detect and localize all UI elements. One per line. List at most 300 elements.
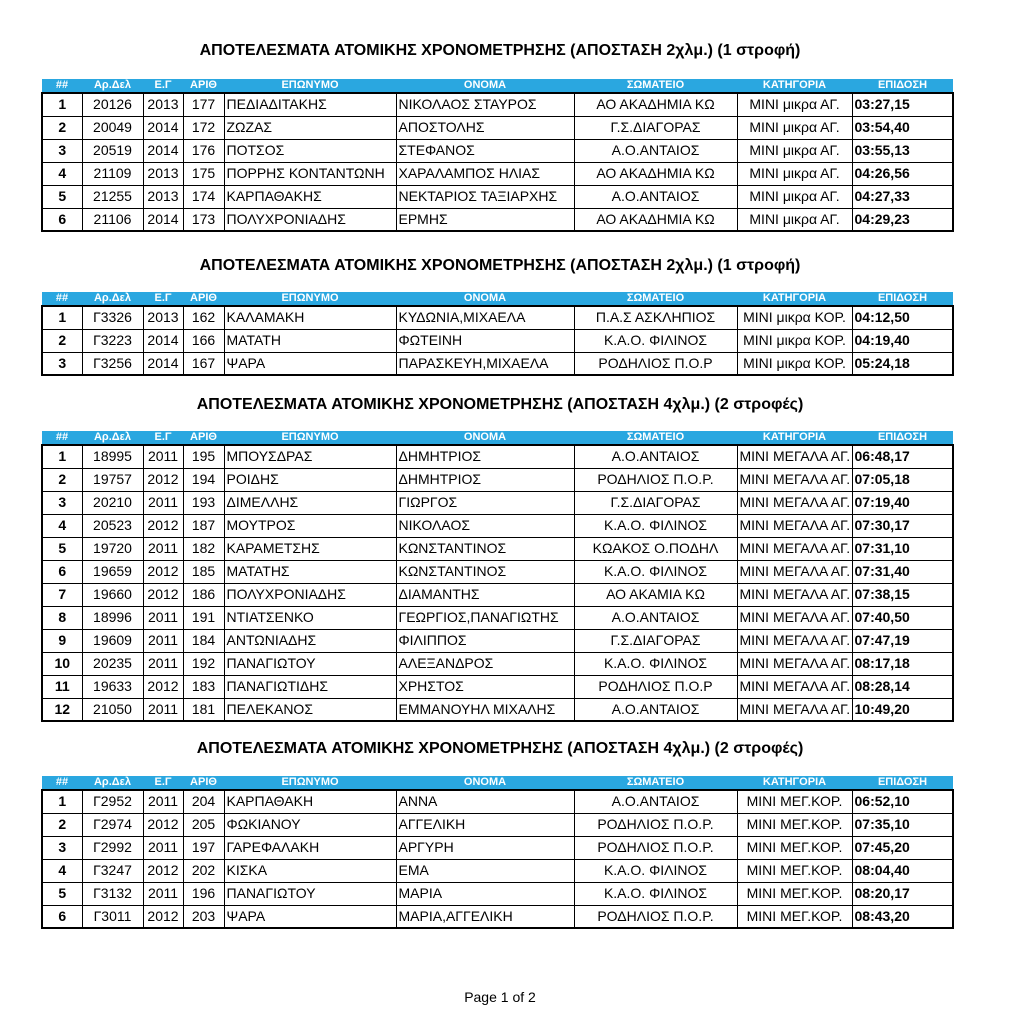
header-first-name: ΟΝΟΜΑ <box>396 776 574 790</box>
bib-number-cell: 167 <box>183 352 224 375</box>
surname-cell: ΚΑΛΑΜΑΚΗ <box>224 306 396 329</box>
rank-cell: 7 <box>42 583 82 606</box>
header-birth-year: Ε.Γ <box>143 776 183 790</box>
bib-number-cell: 197 <box>183 836 224 859</box>
rank-cell: 2 <box>42 468 82 491</box>
birth-year-cell: 2012 <box>143 468 183 491</box>
rank-cell: 8 <box>42 606 82 629</box>
surname-cell: ΠΟΛΥΧΡΟΝΙΑΔΗΣ <box>224 208 396 231</box>
category-cell: ΜΙΝΙ μικρα ΚΟΡ. <box>737 352 852 375</box>
time-cell: 07:19,40 <box>852 491 953 514</box>
results-table <box>41 79 954 232</box>
category-cell: ΜΙΝΙ μικρα ΑΓ. <box>737 185 852 208</box>
bib-number-cell: 172 <box>183 116 224 139</box>
time-cell: 07:30,17 <box>852 514 953 537</box>
club-cell: ΚΩΑΚΟΣ Ο.ΠΟΔΗΛ <box>574 537 737 560</box>
page-number: Page 1 of 2 <box>464 989 536 1005</box>
rank-cell: 5 <box>42 185 82 208</box>
first-name-cell: ΔΗΜΗΤΡΙΟΣ <box>396 445 574 468</box>
surname-cell: ΜΑΤΑΤΗΣ <box>224 560 396 583</box>
results-table <box>41 776 954 929</box>
header-club: ΣΩΜΑΤΕΙΟ <box>574 431 737 445</box>
delt-number-cell: 20235 <box>82 652 143 675</box>
header-surname: ΕΠΩΝΥΜΟ <box>224 431 396 445</box>
surname-cell: ΠΑΝΑΓΙΩΤΙΔΗΣ <box>224 675 396 698</box>
table-row <box>42 352 953 375</box>
surname-cell: ΑΝΤΩΝΙΑΔΗΣ <box>224 629 396 652</box>
header-bib-number: ΑΡΙΘ <box>183 292 224 306</box>
category-cell: ΜΙΝΙ ΜΕΓΑΛΑ ΑΓ. <box>737 445 852 468</box>
table-row <box>42 491 953 514</box>
birth-year-cell: 2011 <box>143 698 183 721</box>
rank-cell: 2 <box>42 813 82 836</box>
time-cell: 08:20,17 <box>852 882 953 905</box>
delt-number-cell: Γ3247 <box>82 859 143 882</box>
delt-number-cell: 20049 <box>82 116 143 139</box>
header-club: ΣΩΜΑΤΕΙΟ <box>574 79 737 93</box>
birth-year-cell: 2012 <box>143 583 183 606</box>
time-cell: 07:05,18 <box>852 468 953 491</box>
bib-number-cell: 166 <box>183 329 224 352</box>
delt-number-cell: Γ2952 <box>82 790 143 813</box>
time-cell: 04:27,33 <box>852 185 953 208</box>
rank-cell: 3 <box>42 491 82 514</box>
category-cell: ΜΙΝΙ ΜΕΓΑΛΑ ΑΓ. <box>737 491 852 514</box>
surname-cell: ΦΩΚΙΑΝΟΥ <box>224 813 396 836</box>
header-time: ΕΠΙΔΟΣΗ <box>852 776 953 790</box>
time-cell: 05:24,18 <box>852 352 953 375</box>
header-rank: ## <box>42 431 82 445</box>
club-cell: ΡΟΔΗΛΙΟΣ Π.Ο.Ρ. <box>574 905 737 928</box>
first-name-cell: ΦΩΤΕΙΝΗ <box>396 329 574 352</box>
club-cell: Π.Α.Σ ΑΣΚΛΗΠΙΟΣ <box>574 306 737 329</box>
first-name-cell: ΕΜΑ <box>396 859 574 882</box>
header-first-name: ΟΝΟΜΑ <box>396 292 574 306</box>
first-name-cell: ΧΑΡΑΛΑΜΠΟΣ ΗΛΙΑΣ <box>396 162 574 185</box>
category-cell: ΜΙΝΙ ΜΕΓ.ΚΟΡ. <box>737 836 852 859</box>
delt-number-cell: 20210 <box>82 491 143 514</box>
delt-number-cell: 21106 <box>82 208 143 231</box>
rank-cell: 12 <box>42 698 82 721</box>
table-row <box>42 329 953 352</box>
delt-number-cell: 19659 <box>82 560 143 583</box>
club-cell: Κ.Α.Ο. ΦΙΛΙΝΟΣ <box>574 514 737 537</box>
results-table <box>41 292 954 376</box>
delt-number-cell: Γ3256 <box>82 352 143 375</box>
category-cell: ΜΙΝΙ ΜΕΓΑΛΑ ΑΓ. <box>737 652 852 675</box>
surname-cell: ΝΤΙΑΤΣΕΝΚΟ <box>224 606 396 629</box>
club-cell: Γ.Σ.ΔΙΑΓΟΡΑΣ <box>574 491 737 514</box>
surname-cell: ΠΟΡΡΗΣ ΚΟΝΤΑΝΤΩΝΗ <box>224 162 396 185</box>
header-category: ΚΑΤΗΓΟΡΙΑ <box>737 431 852 445</box>
table-header-row <box>42 292 953 306</box>
surname-cell: ΡΟΙΔΗΣ <box>224 468 396 491</box>
table-row <box>42 629 953 652</box>
surname-cell: ΠΟΛΥΧΡΟΝΙΑΔΗΣ <box>224 583 396 606</box>
time-cell: 10:49,20 <box>852 698 953 721</box>
category-cell: ΜΙΝΙ ΜΕΓΑΛΑ ΑΓ. <box>737 560 852 583</box>
header-time: ΕΠΙΔΟΣΗ <box>852 292 953 306</box>
header-club: ΣΩΜΑΤΕΙΟ <box>574 776 737 790</box>
table-row <box>42 514 953 537</box>
birth-year-cell: 2012 <box>143 905 183 928</box>
time-cell: 03:55,13 <box>852 139 953 162</box>
surname-cell: ΜΟΥΤΡΟΣ <box>224 514 396 537</box>
first-name-cell: ΑΝΝΑ <box>396 790 574 813</box>
table-row <box>42 537 953 560</box>
category-cell: ΜΙΝΙ ΜΕΓΑΛΑ ΑΓ. <box>737 468 852 491</box>
first-name-cell: ΕΜΜΑΝΟΥΗΛ ΜΙΧΑΛΗΣ <box>396 698 574 721</box>
birth-year-cell: 2012 <box>143 675 183 698</box>
header-bib-number: ΑΡΙΘ <box>183 776 224 790</box>
category-cell: ΜΙΝΙ ΜΕΓ.ΚΟΡ. <box>737 813 852 836</box>
club-cell: Κ.Α.Ο. ΦΙΛΙΝΟΣ <box>574 329 737 352</box>
delt-number-cell: 19609 <box>82 629 143 652</box>
category-cell: ΜΙΝΙ ΜΕΓ.ΚΟΡ. <box>737 790 852 813</box>
rank-cell: 3 <box>42 139 82 162</box>
first-name-cell: ΦΙΛΙΠΠΟΣ <box>396 629 574 652</box>
table-header-row <box>42 431 953 445</box>
first-name-cell: ΝΙΚΟΛΑΟΣ <box>396 514 574 537</box>
rank-cell: 6 <box>42 905 82 928</box>
rank-cell: 6 <box>42 208 82 231</box>
table-row <box>42 306 953 329</box>
surname-cell: ΚΑΡΠΑΘΑΚΗ <box>224 790 396 813</box>
rank-cell: 5 <box>42 537 82 560</box>
table-row <box>42 583 953 606</box>
delt-number-cell: 18995 <box>82 445 143 468</box>
table-row <box>42 813 953 836</box>
header-category: ΚΑΤΗΓΟΡΙΑ <box>737 776 852 790</box>
bib-number-cell: 192 <box>183 652 224 675</box>
surname-cell: ΔΙΜΕΛΛΗΣ <box>224 491 396 514</box>
time-cell: 07:35,10 <box>852 813 953 836</box>
first-name-cell: ΣΤΕΦΑΝΟΣ <box>396 139 574 162</box>
section-title: ΑΠΟΤΕΛΕΣΜΑΤΑ ΑΤΟΜΙΚΗΣ ΧΡΟΝΟΜΕΤΡΗΣΗΣ (ΑΠΟΣΤΑΣΗ 4χλμ.) (2 στροφές) <box>196 740 804 757</box>
birth-year-cell: 2011 <box>143 652 183 675</box>
bib-number-cell: 191 <box>183 606 224 629</box>
club-cell: ΡΟΔΗΛΙΟΣ Π.Ο.Ρ. <box>574 468 737 491</box>
birth-year-cell: 2011 <box>143 445 183 468</box>
rank-cell: 11 <box>42 675 82 698</box>
bib-number-cell: 184 <box>183 629 224 652</box>
first-name-cell: ΧΡΗΣΤΟΣ <box>396 675 574 698</box>
section-title: ΑΠΟΤΕΛΕΣΜΑΤΑ ΑΤΟΜΙΚΗΣ ΧΡΟΝΟΜΕΤΡΗΣΗΣ (ΑΠΟΣΤΑΣΗ 2χλμ.) (1 στροφή) <box>199 257 801 274</box>
table-row <box>42 790 953 813</box>
rank-cell: 1 <box>42 445 82 468</box>
surname-cell: ΨΑΡΑ <box>224 352 396 375</box>
first-name-cell: ΚΩΝΣΤΑΝΤΙΝΟΣ <box>396 560 574 583</box>
bib-number-cell: 185 <box>183 560 224 583</box>
delt-number-cell: 20523 <box>82 514 143 537</box>
rank-cell: 4 <box>42 514 82 537</box>
birth-year-cell: 2011 <box>143 629 183 652</box>
surname-cell: ΠΕΛΕΚΑΝΟΣ <box>224 698 396 721</box>
rank-cell: 10 <box>42 652 82 675</box>
surname-cell: ΠΕΔΙΑΔΙΤΑΚΗΣ <box>224 93 396 116</box>
first-name-cell: ΑΠΟΣΤΟΛΗΣ <box>396 116 574 139</box>
table-row <box>42 116 953 139</box>
section-title: ΑΠΟΤΕΛΕΣΜΑΤΑ ΑΤΟΜΙΚΗΣ ΧΡΟΝΟΜΕΤΡΗΣΗΣ (ΑΠΟΣΤΑΣΗ 4χλμ.) (2 στροφές) <box>196 396 804 413</box>
time-cell: 06:52,10 <box>852 790 953 813</box>
surname-cell: ΚΑΡΠΑΘΑΚΗΣ <box>224 185 396 208</box>
table-row <box>42 468 953 491</box>
time-cell: 03:27,15 <box>852 93 953 116</box>
first-name-cell: ΝΙΚΟΛΑΟΣ ΣΤΑΥΡΟΣ <box>396 93 574 116</box>
header-surname: ΕΠΩΝΥΜΟ <box>224 292 396 306</box>
table-row <box>42 606 953 629</box>
club-cell: ΑΟ ΑΚΑΔΗΜΙΑ ΚΩ <box>574 162 737 185</box>
first-name-cell: ΔΗΜΗΤΡΙΟΣ <box>396 468 574 491</box>
club-cell: ΑΟ ΑΚΑΜΙΑ ΚΩ <box>574 583 737 606</box>
rank-cell: 3 <box>42 836 82 859</box>
club-cell: Α.Ο.ΑΝΤΑΙΟΣ <box>574 185 737 208</box>
bib-number-cell: 175 <box>183 162 224 185</box>
category-cell: ΜΙΝΙ ΜΕΓΑΛΑ ΑΓ. <box>737 698 852 721</box>
category-cell: ΜΙΝΙ μικρα ΚΟΡ. <box>737 306 852 329</box>
club-cell: Κ.Α.Ο. ΦΙΛΙΝΟΣ <box>574 560 737 583</box>
table-row <box>42 836 953 859</box>
club-cell: ΡΟΔΗΛΙΟΣ Π.Ο.Ρ <box>574 675 737 698</box>
header-surname: ΕΠΩΝΥΜΟ <box>224 776 396 790</box>
time-cell: 04:26,56 <box>852 162 953 185</box>
rank-cell: 4 <box>42 162 82 185</box>
time-cell: 07:47,19 <box>852 629 953 652</box>
category-cell: ΜΙΝΙ μικρα ΑΓ. <box>737 93 852 116</box>
birth-year-cell: 2013 <box>143 93 183 116</box>
birth-year-cell: 2014 <box>143 329 183 352</box>
birth-year-cell: 2012 <box>143 514 183 537</box>
time-cell: 06:48,17 <box>852 445 953 468</box>
club-cell: Κ.Α.Ο. ΦΙΛΙΝΟΣ <box>574 859 737 882</box>
bib-number-cell: 174 <box>183 185 224 208</box>
club-cell: Α.Ο.ΑΝΤΑΙΟΣ <box>574 698 737 721</box>
time-cell: 08:04,40 <box>852 859 953 882</box>
bib-number-cell: 186 <box>183 583 224 606</box>
header-time: ΕΠΙΔΟΣΗ <box>852 79 953 93</box>
table-row <box>42 162 953 185</box>
bib-number-cell: 203 <box>183 905 224 928</box>
birth-year-cell: 2012 <box>143 859 183 882</box>
category-cell: ΜΙΝΙ μικρα ΑΓ. <box>737 162 852 185</box>
header-delt-number: Αρ.Δελ <box>82 431 143 445</box>
results-table <box>41 431 954 722</box>
category-cell: ΜΙΝΙ ΜΕΓΑΛΑ ΑΓ. <box>737 537 852 560</box>
delt-number-cell: Γ2974 <box>82 813 143 836</box>
rank-cell: 9 <box>42 629 82 652</box>
club-cell: Α.Ο.ΑΝΤΑΙΟΣ <box>574 606 737 629</box>
time-cell: 07:31,40 <box>852 560 953 583</box>
club-cell: Κ.Α.Ο. ΦΙΛΙΝΟΣ <box>574 652 737 675</box>
birth-year-cell: 2011 <box>143 606 183 629</box>
header-time: ΕΠΙΔΟΣΗ <box>852 431 953 445</box>
table-row <box>42 859 953 882</box>
header-rank: ## <box>42 292 82 306</box>
bib-number-cell: 195 <box>183 445 224 468</box>
bib-number-cell: 176 <box>183 139 224 162</box>
birth-year-cell: 2011 <box>143 836 183 859</box>
surname-cell: ΜΑΤΑΤΗ <box>224 329 396 352</box>
first-name-cell: ΚΩΝΣΤΑΝΤΙΝΟΣ <box>396 537 574 560</box>
category-cell: ΜΙΝΙ ΜΕΓΑΛΑ ΑΓ. <box>737 606 852 629</box>
rank-cell: 3 <box>42 352 82 375</box>
time-cell: 04:12,50 <box>852 306 953 329</box>
time-cell: 07:38,15 <box>852 583 953 606</box>
club-cell: ΡΟΔΗΛΙΟΣ Π.Ο.Ρ. <box>574 813 737 836</box>
header-delt-number: Αρ.Δελ <box>82 776 143 790</box>
bib-number-cell: 204 <box>183 790 224 813</box>
time-cell: 04:19,40 <box>852 329 953 352</box>
category-cell: ΜΙΝΙ ΜΕΓΑΛΑ ΑΓ. <box>737 675 852 698</box>
delt-number-cell: Γ3011 <box>82 905 143 928</box>
category-cell: ΜΙΝΙ ΜΕΓΑΛΑ ΑΓ. <box>737 629 852 652</box>
header-rank: ## <box>42 776 82 790</box>
bib-number-cell: 202 <box>183 859 224 882</box>
birth-year-cell: 2014 <box>143 116 183 139</box>
delt-number-cell: 20519 <box>82 139 143 162</box>
first-name-cell: ΓΕΩΡΓΙΟΣ,ΠΑΝΑΓΙΩΤΗΣ <box>396 606 574 629</box>
time-cell: 08:43,20 <box>852 905 953 928</box>
table-row <box>42 905 953 928</box>
table-row <box>42 698 953 721</box>
rank-cell: 6 <box>42 560 82 583</box>
surname-cell: ΖΩΖΑΣ <box>224 116 396 139</box>
rank-cell: 1 <box>42 790 82 813</box>
delt-number-cell: 18996 <box>82 606 143 629</box>
bib-number-cell: 177 <box>183 93 224 116</box>
bib-number-cell: 162 <box>183 306 224 329</box>
table-header-row <box>42 79 953 93</box>
header-first-name: ΟΝΟΜΑ <box>396 79 574 93</box>
time-cell: 07:45,20 <box>852 836 953 859</box>
bib-number-cell: 196 <box>183 882 224 905</box>
first-name-cell: ΜΑΡΙΑ,ΑΓΓΕΛΙΚΗ <box>396 905 574 928</box>
first-name-cell: ΑΛΕΞΑΝΔΡΟΣ <box>396 652 574 675</box>
birth-year-cell: 2013 <box>143 185 183 208</box>
delt-number-cell: 19633 <box>82 675 143 698</box>
category-cell: ΜΙΝΙ ΜΕΓΑΛΑ ΑΓ. <box>737 583 852 606</box>
first-name-cell: ΓΙΩΡΓΟΣ <box>396 491 574 514</box>
header-club: ΣΩΜΑΤΕΙΟ <box>574 292 737 306</box>
header-first-name: ΟΝΟΜΑ <box>396 431 574 445</box>
birth-year-cell: 2014 <box>143 352 183 375</box>
table-row <box>42 139 953 162</box>
delt-number-cell: Γ3223 <box>82 329 143 352</box>
first-name-cell: ΕΡΜΗΣ <box>396 208 574 231</box>
time-cell: 08:28,14 <box>852 675 953 698</box>
category-cell: ΜΙΝΙ μικρα ΑΓ. <box>737 139 852 162</box>
header-surname: ΕΠΩΝΥΜΟ <box>224 79 396 93</box>
first-name-cell: ΑΓΓΕΛΙΚΗ <box>396 813 574 836</box>
birth-year-cell: 2011 <box>143 790 183 813</box>
surname-cell: ΠΑΝΑΓΙΩΤΟΥ <box>224 882 396 905</box>
category-cell: ΜΙΝΙ μικρα ΚΟΡ. <box>737 329 852 352</box>
header-rank: ## <box>42 79 82 93</box>
rank-cell: 4 <box>42 859 82 882</box>
table-row <box>42 652 953 675</box>
delt-number-cell: Γ3132 <box>82 882 143 905</box>
category-cell: ΜΙΝΙ ΜΕΓΑΛΑ ΑΓ. <box>737 514 852 537</box>
delt-number-cell: Γ3326 <box>82 306 143 329</box>
delt-number-cell: 21050 <box>82 698 143 721</box>
surname-cell: ΜΠΟΥΣΔΡΑΣ <box>224 445 396 468</box>
rank-cell: 1 <box>42 306 82 329</box>
club-cell: Α.Ο.ΑΝΤΑΙΟΣ <box>574 139 737 162</box>
delt-number-cell: Γ2992 <box>82 836 143 859</box>
table-row <box>42 675 953 698</box>
table-row <box>42 185 953 208</box>
time-cell: 04:29,23 <box>852 208 953 231</box>
birth-year-cell: 2013 <box>143 162 183 185</box>
bib-number-cell: 187 <box>183 514 224 537</box>
club-cell: Γ.Σ.ΔΙΑΓΟΡΑΣ <box>574 116 737 139</box>
surname-cell: ΚΙΣΚΑ <box>224 859 396 882</box>
time-cell: 03:54,40 <box>852 116 953 139</box>
section-title: ΑΠΟΤΕΛΕΣΜΑΤΑ ΑΤΟΜΙΚΗΣ ΧΡΟΝΟΜΕΤΡΗΣΗΣ (ΑΠΟΣΤΑΣΗ 2χλμ.) (1 στροφή) <box>199 42 801 59</box>
first-name-cell: ΔΙΑΜΑΝΤΗΣ <box>396 583 574 606</box>
birth-year-cell: 2012 <box>143 560 183 583</box>
header-category: ΚΑΤΗΓΟΡΙΑ <box>737 79 852 93</box>
birth-year-cell: 2011 <box>143 882 183 905</box>
header-birth-year: Ε.Γ <box>143 79 183 93</box>
first-name-cell: ΑΡΓΥΡΗ <box>396 836 574 859</box>
header-birth-year: Ε.Γ <box>143 292 183 306</box>
header-delt-number: Αρ.Δελ <box>82 292 143 306</box>
birth-year-cell: 2014 <box>143 139 183 162</box>
rank-cell: 2 <box>42 329 82 352</box>
surname-cell: ΓΑΡΕΦΑΛΑΚΗ <box>224 836 396 859</box>
surname-cell: ΚΑΡΑΜΕΤΣΗΣ <box>224 537 396 560</box>
table-row <box>42 93 953 116</box>
table-row <box>42 445 953 468</box>
club-cell: Α.Ο.ΑΝΤΑΙΟΣ <box>574 445 737 468</box>
category-cell: ΜΙΝΙ μικρα ΑΓ. <box>737 208 852 231</box>
birth-year-cell: 2011 <box>143 537 183 560</box>
table-row <box>42 560 953 583</box>
birth-year-cell: 2012 <box>143 813 183 836</box>
bib-number-cell: 194 <box>183 468 224 491</box>
club-cell: Κ.Α.Ο. ΦΙΛΙΝΟΣ <box>574 882 737 905</box>
birth-year-cell: 2014 <box>143 208 183 231</box>
first-name-cell: ΝΕΚΤΑΡΙΟΣ ΤΑΞΙΑΡΧΗΣ <box>396 185 574 208</box>
club-cell: ΑΟ ΑΚΑΔΗΜΙΑ ΚΩ <box>574 208 737 231</box>
header-bib-number: ΑΡΙΘ <box>183 431 224 445</box>
category-cell: ΜΙΝΙ ΜΕΓ.ΚΟΡ. <box>737 882 852 905</box>
bib-number-cell: 181 <box>183 698 224 721</box>
delt-number-cell: 21255 <box>82 185 143 208</box>
club-cell: ΑΟ ΑΚΑΔΗΜΙΑ ΚΩ <box>574 93 737 116</box>
header-birth-year: Ε.Γ <box>143 431 183 445</box>
category-cell: ΜΙΝΙ ΜΕΓ.ΚΟΡ. <box>737 905 852 928</box>
bib-number-cell: 205 <box>183 813 224 836</box>
rank-cell: 1 <box>42 93 82 116</box>
delt-number-cell: 20126 <box>82 93 143 116</box>
header-bib-number: ΑΡΙΘ <box>183 79 224 93</box>
category-cell: ΜΙΝΙ ΜΕΓ.ΚΟΡ. <box>737 859 852 882</box>
bib-number-cell: 173 <box>183 208 224 231</box>
time-cell: 08:17,18 <box>852 652 953 675</box>
delt-number-cell: 19660 <box>82 583 143 606</box>
time-cell: 07:31,10 <box>852 537 953 560</box>
table-header-row <box>42 776 953 790</box>
birth-year-cell: 2011 <box>143 491 183 514</box>
rank-cell: 2 <box>42 116 82 139</box>
surname-cell: ΨΑΡΑ <box>224 905 396 928</box>
club-cell: ΡΟΔΗΛΙΟΣ Π.Ο.Ρ <box>574 352 737 375</box>
surname-cell: ΠΑΝΑΓΙΩΤΟΥ <box>224 652 396 675</box>
table-row <box>42 882 953 905</box>
bib-number-cell: 182 <box>183 537 224 560</box>
